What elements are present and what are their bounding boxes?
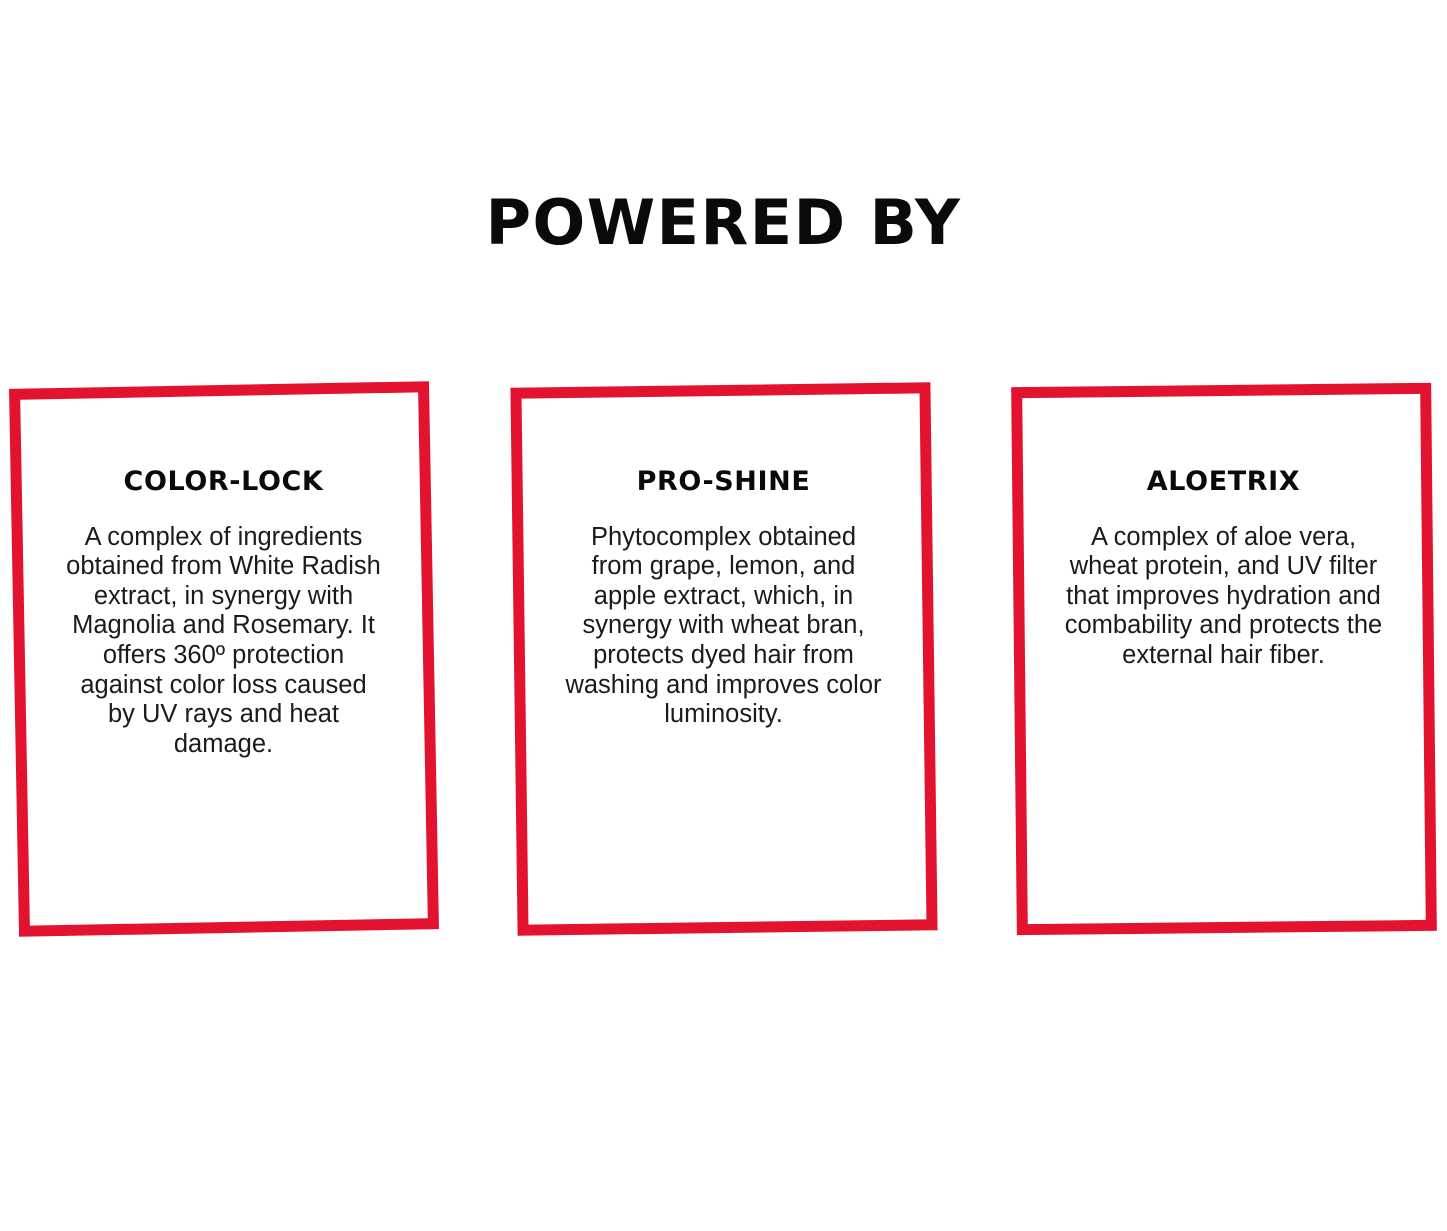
page-title: POWERED BY bbox=[485, 185, 962, 259]
ingredient-card bbox=[14, 385, 434, 933]
card-body bbox=[514, 385, 934, 933]
card-description: Phytocomplex obtained from grape, lemon, and apple extract, which, in synergy with wheat bran, protects dyed hair from washing and improves color luminosity. bbox=[565, 522, 882, 729]
card-title: PRO-SHINE bbox=[636, 466, 811, 497]
card-description: A complex of aloe vera, wheat protein, and UV filter that improves hydration and combability and protects the external hair fiber. bbox=[1064, 522, 1383, 669]
card-body bbox=[1014, 385, 1434, 933]
card-description: A complex of ingredients obtained from White Radish extract, in synergy with Magnolia and Rosemary. It offers 360º protection against color loss caused by UV rays and heat damage. bbox=[66, 522, 381, 758]
card-title: COLOR-LOCK bbox=[123, 466, 324, 497]
ingredient-card bbox=[514, 385, 934, 933]
card-body bbox=[14, 385, 434, 933]
ingredient-card bbox=[1014, 385, 1434, 933]
card-title: ALOETRIX bbox=[1146, 466, 1301, 497]
ingredient-card-list bbox=[0, 385, 1447, 933]
